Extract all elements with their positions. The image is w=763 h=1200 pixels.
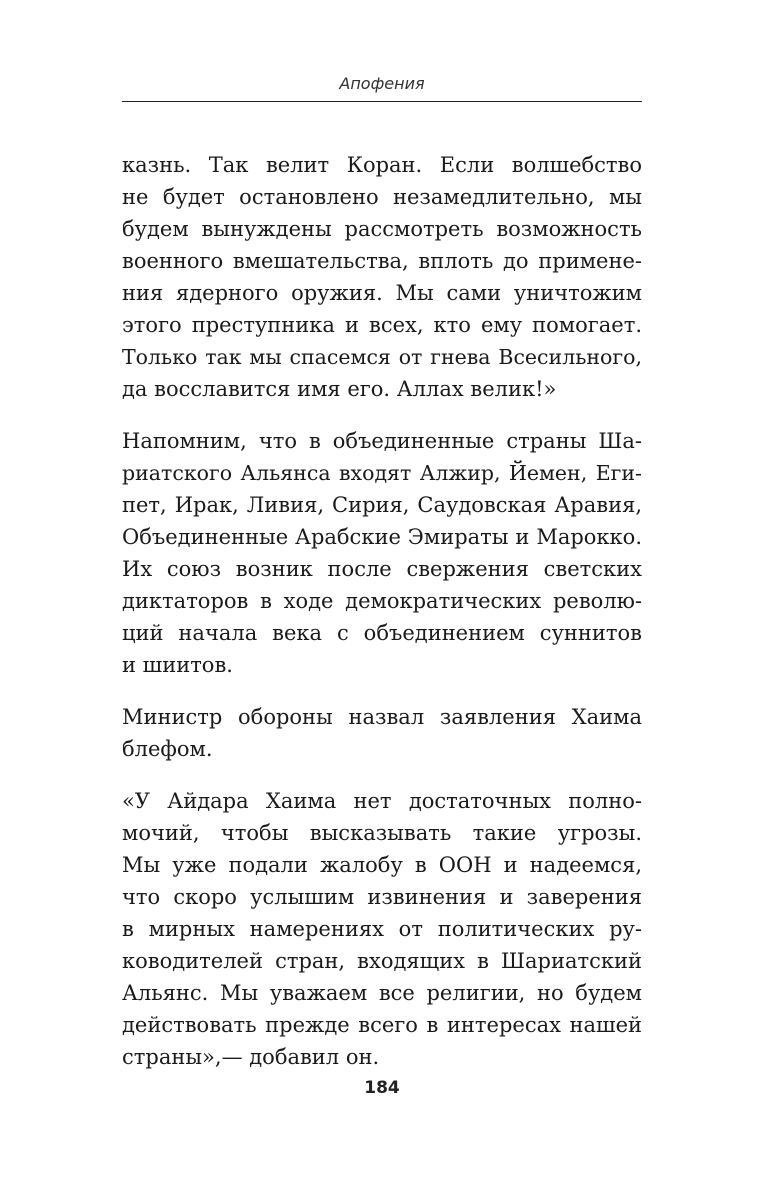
text-line: «У Айдара Хаима нет достаточных полно- (122, 789, 642, 813)
text-line: страны»,— добавил он. (122, 1045, 380, 1069)
text-line: мочий, чтобы высказывать такие угрозы. (122, 821, 642, 845)
text-line: этого преступника и всех, кто ему помогает. (122, 313, 642, 337)
text-line: Напомним, что в объединенные страны Ша- (122, 429, 642, 453)
text-line: блефом. (122, 737, 213, 761)
body-text (122, 149, 642, 1093)
header-rule (122, 101, 642, 102)
text-line: в мирных намерениях от политических ру- (122, 917, 642, 941)
text-line: да восславится имя его. Аллах велик!» (122, 377, 557, 401)
paragraph (122, 701, 642, 765)
paragraph (122, 149, 642, 405)
text-line: будем вынуждены рассмотреть возможность (122, 217, 642, 241)
text-line: Объединенные Арабские Эмираты и Марокко. (122, 525, 642, 549)
text-line: Министр обороны назвал заявления Хаима (122, 705, 642, 729)
text-line: Мы уже подали жалобу в ООН и надеемся, (122, 853, 642, 877)
text-line: военного вмешательства, вплоть до примене- (122, 249, 642, 273)
text-line: Только так мы спасемся от гнева Всесильного, (122, 345, 642, 369)
text-line: Их союз возник после свержения светских (122, 557, 642, 581)
text-line: действовать прежде всего в интересах нашей (122, 1013, 642, 1037)
text-line: ций начала века с объединением суннитов (122, 621, 642, 645)
text-line: риатского Альянса входят Алжир, Йемен, Еги- (122, 461, 642, 485)
text-line: что скоро услышим извинения и заверения (122, 885, 642, 909)
text-line: не будет остановлено незамедлительно, мы (122, 185, 642, 209)
text-line: Альянс. Мы уважаем все религии, но будем (122, 981, 642, 1005)
text-line: ния ядерного оружия. Мы сами уничтожим (122, 281, 642, 305)
text-line: и шиитов. (122, 653, 233, 677)
text-line: казнь. Так велит Коран. Если волшебство (122, 153, 642, 177)
page-number: 184 (364, 1078, 400, 1098)
paragraph (122, 425, 642, 681)
text-line: пет, Ирак, Ливия, Сирия, Саудовская Аравия, (122, 493, 642, 517)
paragraph (122, 785, 642, 1073)
text-line: ководителей стран, входящих в Шариатский (122, 949, 642, 973)
text-line: диктаторов в ходе демократических револю- (122, 589, 642, 613)
running-title: Апофения (339, 74, 425, 93)
